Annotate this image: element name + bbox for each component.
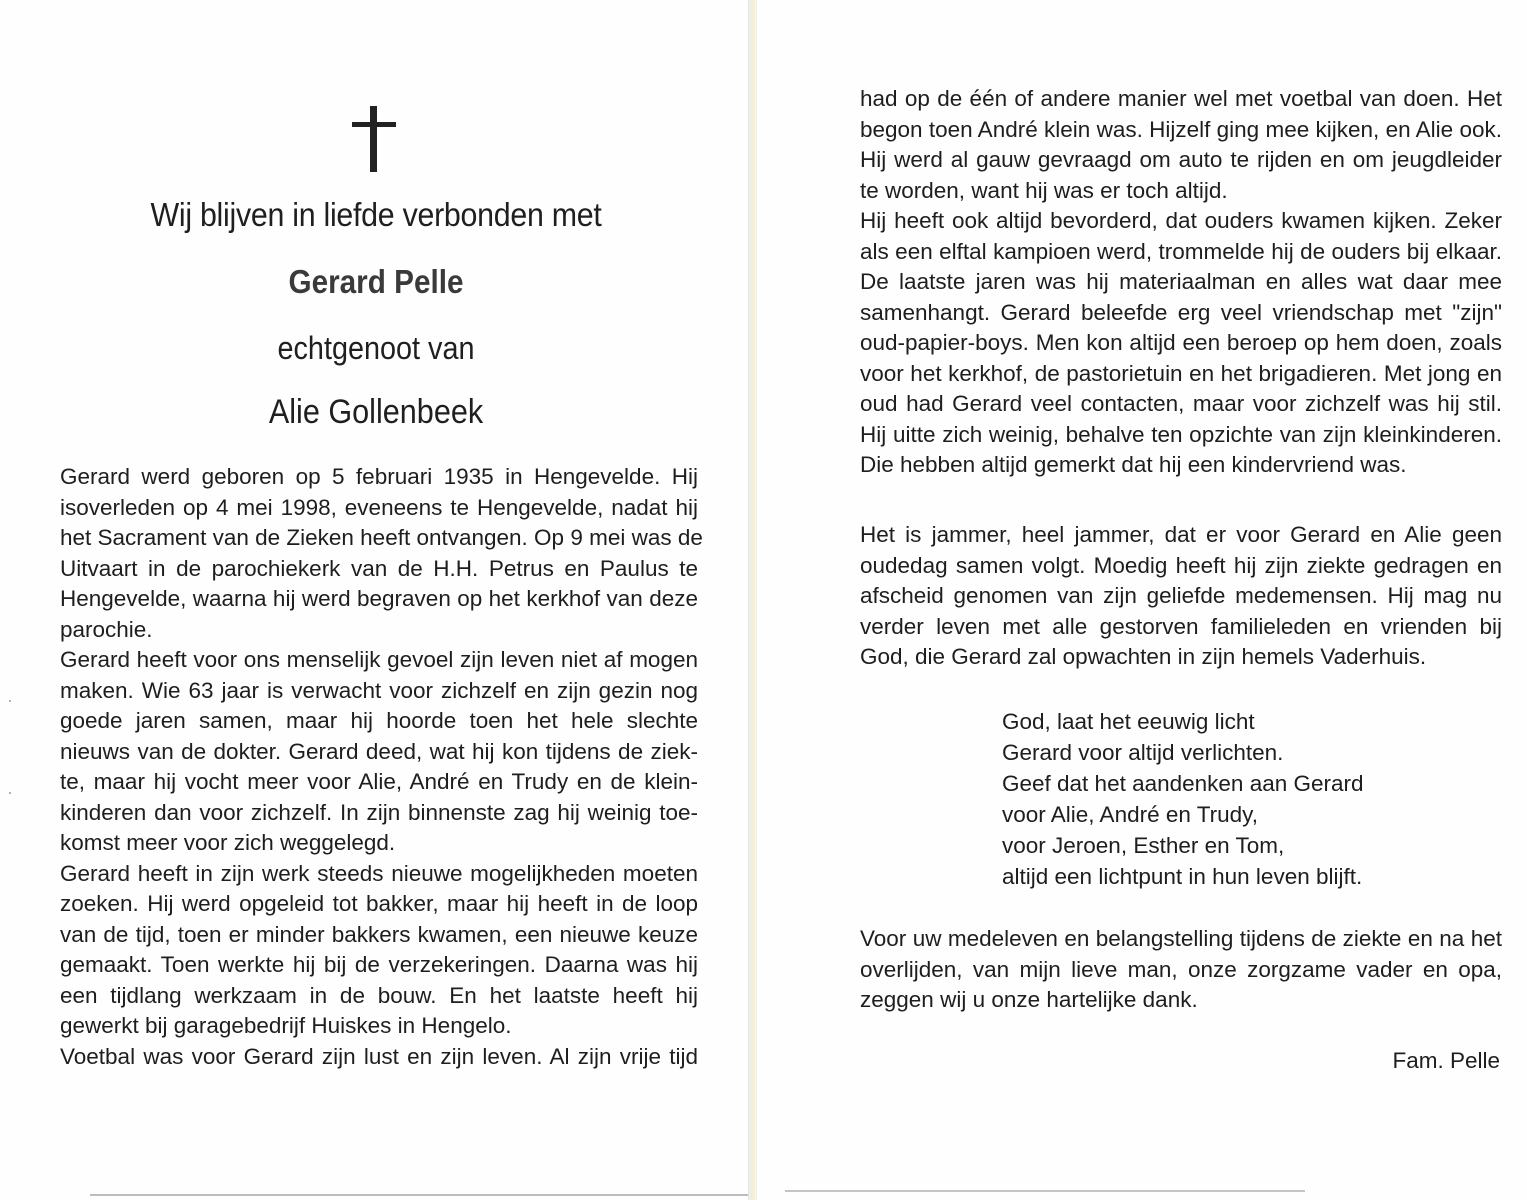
page-edge-line <box>90 1194 750 1196</box>
text-line: Gerard heeft voor ons menselijk gevoel zijn leven niet af mogen <box>60 647 698 672</box>
text-line: parochie. <box>60 616 153 642</box>
thanks-text <box>860 924 1502 1016</box>
text-line: Hij uitte zich weinig, behalve ten opzichte van zijn kleinkinderen. <box>860 421 1502 447</box>
intro-line: Wij blijven in liefde verbonden met <box>150 196 602 233</box>
text-line: het Sacrament van de Zieken heeft ontvangen. Op 9 mei was de <box>60 525 703 550</box>
text-line: van de tijd, toen er minder bakkers kwamen, een nieuwe keuze <box>60 921 698 947</box>
text-line: voor het kerkhof, de pastorietuin en het brigadieren. Met jong en <box>860 360 1502 386</box>
text-line: oud had Gerard veel contacten, maar voor zichzelf was hij stil. <box>860 391 1502 416</box>
fold-tint <box>752 0 755 1200</box>
paper-speck <box>9 792 11 794</box>
text-line: Hij werd al gauw gevraagd om auto te rijden en om jeugdleider <box>860 147 1502 172</box>
text-line: gewerkt bij garagebedrijf Huiskes in Hengelo. <box>60 1013 512 1038</box>
biography-text <box>60 462 703 1072</box>
text-line: goede jaren samen, maar hij hoorde toen het hele slechte <box>60 708 698 733</box>
text-line: te, maar hij vocht meer voor Alie, André en Trudy en de klein- <box>60 769 698 794</box>
poem-line: God, laat het eeuwig licht <box>1002 709 1255 734</box>
text-line: kinderen dan voor zichzelf. In zijn binnenste zag hij weinig toe- <box>60 799 698 825</box>
text-line: gemaakt. Toen werkte hij bij de verzekeringen. Daarna was hij <box>60 952 698 977</box>
text-line: De laatste jaren was hij materiaalman en alles wat daar mee <box>860 269 1502 294</box>
text-line: Voetbal was voor Gerard zijn lust en zijn leven. Al zijn vrije tijd <box>60 1043 698 1069</box>
text-line: samenhangt. Gerard beleefde erg veel vriendschap met "zijn" <box>860 299 1502 325</box>
text-line: komst meer voor zich weggelegd. <box>60 830 396 855</box>
text-line: God, die Gerard zal opwachten in zijn hemels Vaderhuis. <box>860 644 1427 669</box>
text-line: Die hebben altijd gemerkt dat hij een kindervriend was. <box>860 452 1407 477</box>
text-line: overlijden, van mijn lieve man, onze zorgzame vader en opa, <box>860 956 1502 982</box>
poem-line: voor Jeroen, Esther en Tom, <box>1002 833 1285 858</box>
spouse-name: Alie Gollenbeek <box>268 393 484 431</box>
relation-label: echtgenoot van <box>277 330 475 366</box>
poem-line: altijd een lichtpunt in hun leven blijft. <box>1002 864 1363 889</box>
text-line: een tijdlang werkzaam in de bouw. En het laatste heeft hij <box>60 982 698 1008</box>
prayer-poem <box>1002 706 1364 892</box>
text-line: oudedag samen volgt. Moedig heeft hij zijn ziekte gedragen en <box>860 552 1502 578</box>
text-line: te worden, want hij was er toch altijd. <box>860 177 1228 203</box>
text-line: als een elftal kampioen werd, trommelde hij de ouders bij elkaar. <box>860 238 1502 264</box>
poem-line: Geef dat het aandenken aan Gerard <box>1002 771 1364 796</box>
continuation-text <box>860 84 1502 481</box>
text-line: afscheid genomen van zijn geliefde medemensen. Hij mag nu <box>860 583 1502 608</box>
page-edge-line <box>785 1190 1305 1192</box>
text-line: Uitvaart in de parochiekerk van de H.H. Petrus en Paulus te <box>60 555 698 581</box>
family-signature: Fam. Pelle <box>1392 1048 1500 1073</box>
deceased-name: Gerard Pelle <box>288 263 464 300</box>
text-line: Het is jammer, heel jammer, dat er voor Gerard en Alie geen <box>860 522 1502 547</box>
text-line: Gerard werd geboren op 5 februari 1935 in Hengevelde. Hij <box>60 464 698 489</box>
text-line: Hengevelde, waarna hij werd begraven op het kerkhof van deze <box>60 586 698 611</box>
text-line: begon toen André klein was. Hijzelf ging mee kijken, en Alie ook. <box>860 116 1502 142</box>
text-line: zeggen wij u onze hartelijke dank. <box>860 987 1198 1012</box>
text-line: had op de één of andere manier wel met voetbal van doen. Het <box>860 86 1502 111</box>
paper-speck <box>9 700 11 702</box>
text-line: Hij heeft ook altijd bevorderd, dat ouders kwamen kijken. Zeker <box>860 208 1502 233</box>
text-line: Gerard heeft in zijn werk steeds nieuwe mogelijkheden moeten <box>60 860 698 886</box>
left-page <box>0 0 752 1200</box>
text-line: isoverleden op 4 mei 1998, eveneens te Hengevelde, nadat hij <box>60 494 698 520</box>
text-line: maken. Wie 63 jaar is verwacht voor zichzelf en zijn gezin nog <box>60 677 698 703</box>
poem-line: Gerard voor altijd verlichten. <box>1002 740 1284 765</box>
text-line: zoeken. Hij werd opgeleid tot bakker, maar hij heeft in de loop <box>60 891 698 916</box>
text-line: verder leven met alle gestorven familieleden en vrienden bij <box>860 613 1502 639</box>
closing-text <box>860 520 1502 673</box>
poem-line: voor Alie, André en Trudy, <box>1002 802 1258 827</box>
text-line: Voor uw medeleven en belangstelling tijdens de ziekte en na het <box>860 926 1502 951</box>
text-line: nieuws van de dokter. Gerard deed, wat hij kon tijdens de ziek- <box>60 738 698 764</box>
text-line: oud-papier-boys. Men kon altijd een beroep op hem doen, zoals <box>860 330 1502 355</box>
cross-icon <box>352 106 396 172</box>
